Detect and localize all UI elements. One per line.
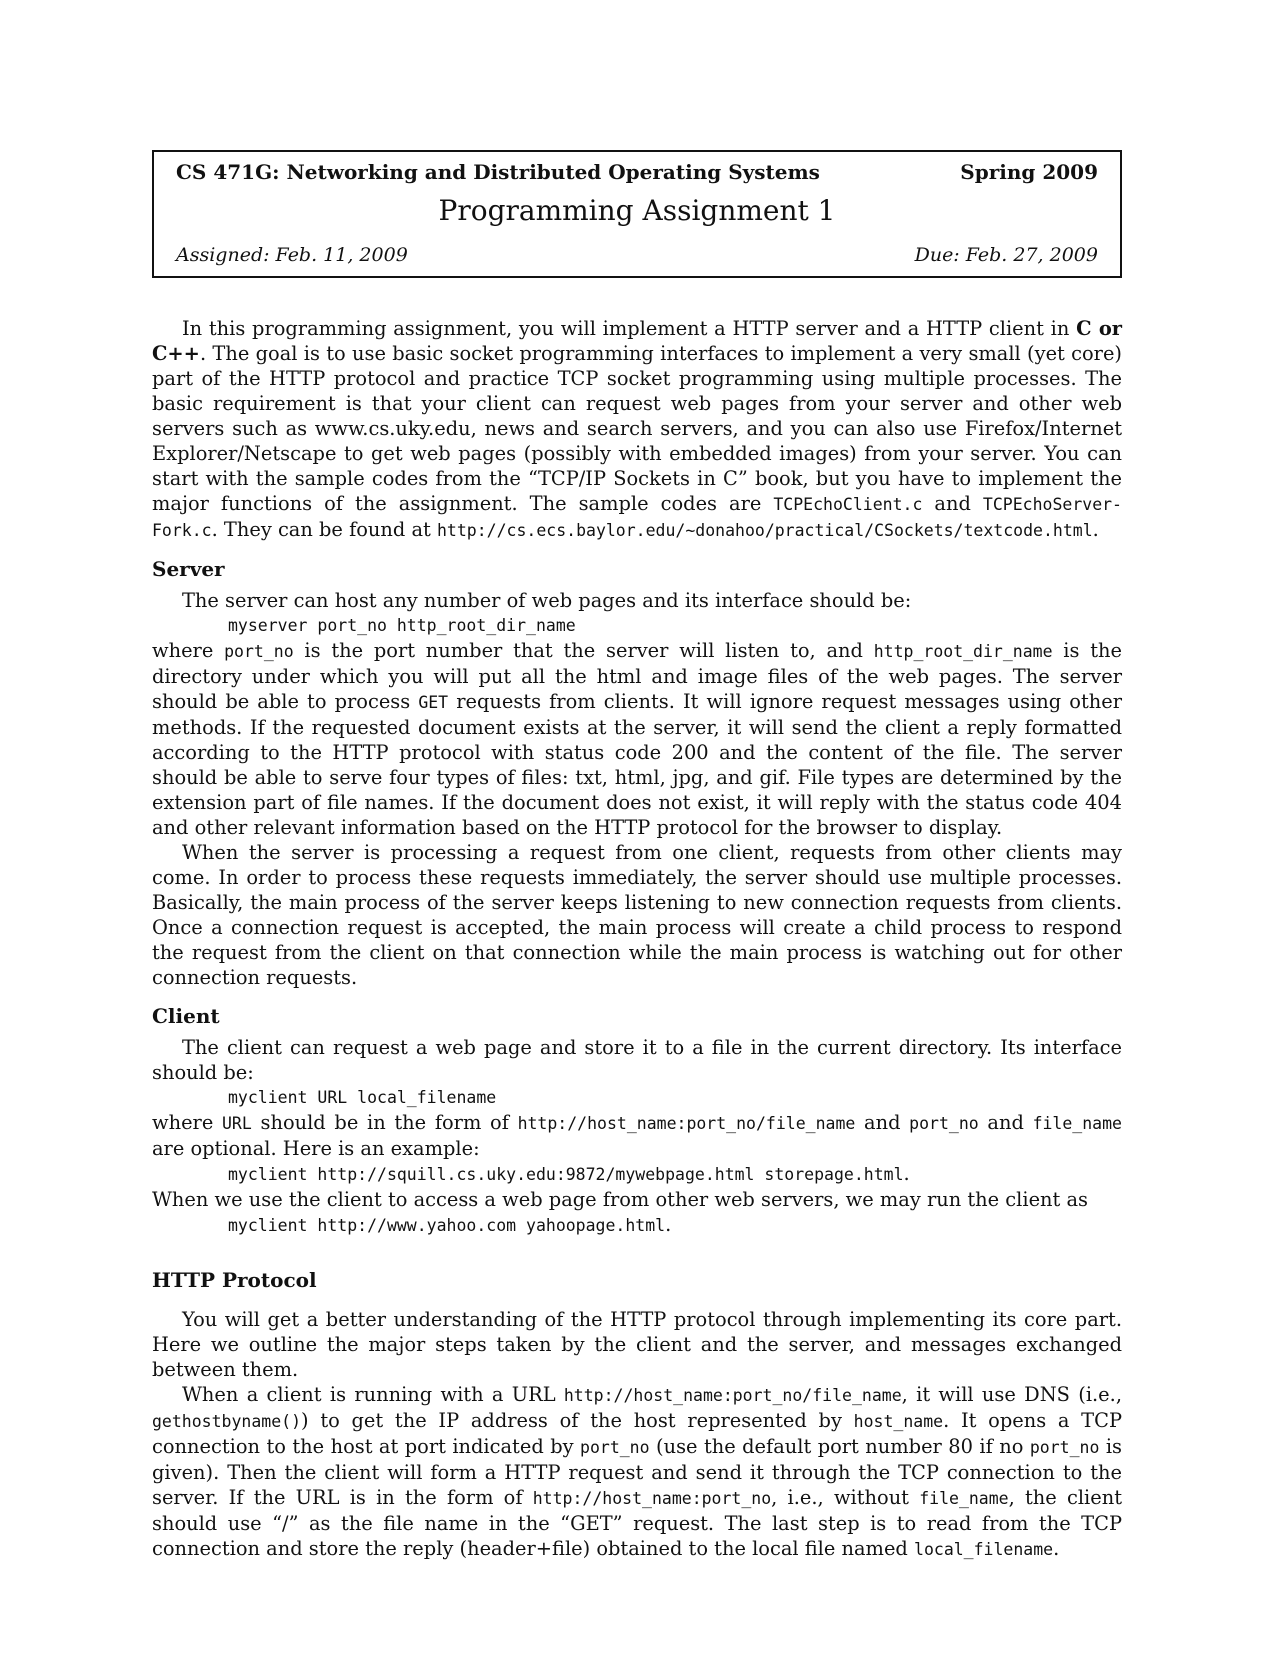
course-title: CS 471G: Networking and Distributed Operating Systems: [176, 160, 820, 184]
http-paragraph-2: When a client is running with a URL http://host_name:port_no/file_name, it will use DNS (i.e., gethostbyname()) to get the IP address of the host represented by host_name. It opens a TCP connection to the host at port indicated by port_no (use the default port number 80 if no port_no is given). Then the client will form a HTTP request and send it through the TCP connection to the server. If the URL is in the form of http://host_name:port_no, i.e., without file_name, the client should use “/” as the file name in the “GET” request. The last step is to read from the TCP connection and store the reply (header+file) obtained to the local file named local_filename.: [152, 1383, 1122, 1560]
client-command: myclient URL local_filename: [228, 1088, 497, 1107]
server-intro: The server can host any number of web pages and its interface should be:: [182, 589, 912, 612]
header-bottom-row: [176, 244, 1098, 266]
due-date: Due: Feb. 27, 2009: [914, 244, 1098, 266]
client-heading: Client: [152, 1004, 220, 1028]
header-top-row: [176, 160, 1098, 184]
client-other-servers: When we use the client to access a web page from other web servers, we may run the client as: [152, 1188, 1088, 1211]
client-example-2: myclient http://www.yahoo.com yahoopage.html.: [228, 1213, 672, 1236]
server-paragraph-2: When the server is processing a request from one client, requests from other clients may come. In order to process these requests immediately, the server should use multiple processes. Basically, the main process of the server keeps listening to new connection requests from clients. Once a connection request is accepted, the main process will create a child process to respond the request from the client on that connection while the main process is watching out for other connection requests.: [152, 841, 1122, 989]
http-paragraph-1: You will get a better understanding of the HTTP protocol through implementing its core part. Here we outline the major steps taken by the client and the server, and messages exchanged between them.: [152, 1308, 1122, 1381]
client-intro: The client can request a web page and store it to a file in the current directory. Its interface should be:: [152, 1036, 1122, 1084]
client-url-description: where URL should be in the form of http://host_name:port_no/file_name and port_no and file_name are optional. Here is an example:: [152, 1111, 1122, 1160]
http-heading: HTTP Protocol: [152, 1268, 317, 1292]
assigned-date: Assigned: Feb. 11, 2009: [176, 244, 408, 266]
header-box: [152, 150, 1122, 278]
server-heading: Server: [152, 557, 225, 581]
server-paragraph-1: where port_no is the port number that the server will listen to, and http_root_dir_name is the directory under which you will put all the html and image files of the web pages. The server should be able to process GET requests from clients. It will ignore request messages using other methods. If the requested document exists at the server, it will send the client a reply formatted according to the HTTP protocol with status code 200 and the content of the file. The server should be able to serve four types of files: txt, html, jpg, and gif. File types are determined by the extension part of file names. If the document does not exist, it will reply with the status code 404 and other relevant information based on the HTTP protocol for the browser to display.: [152, 639, 1122, 839]
client-example-1: myclient http://squill.cs.uky.edu:9872/mywebpage.html storepage.html.: [228, 1162, 910, 1185]
sample-code-url: http://cs.ecs.baylor.edu/~donahoo/practical/CSockets/textcode.html: [437, 521, 1093, 540]
document-body: [152, 316, 1122, 1562]
server-command: myserver port_no http_root_dir_name: [228, 616, 576, 635]
term: Spring 2009: [960, 160, 1098, 184]
assignment-title: Programming Assignment 1: [438, 194, 836, 227]
intro-paragraph: In this programming assignment, you will implement a HTTP server and a HTTP client in C or C++. The goal is to use basic socket programming interfaces to implement a very small (yet core) part of the HTTP protocol and practice TCP socket programming using multiple processes. The basic requirement is that your client can request web pages from your server and other web servers such as www.cs.uky.edu, news and search servers, and you can also use Firefox/Internet Explorer/Netscape to get web pages (possibly with embedded images) from your server. You can start with the sample codes from the “TCP/IP Sockets in C” book, but you have to implement the major functions of the assignment. The sample codes are TCPEchoClient.c and TCPEchoServer-Fork.c. They can be found at http://cs.ecs.baylor.edu/~donahoo/practical/CSockets/textcode.html.: [152, 317, 1122, 541]
